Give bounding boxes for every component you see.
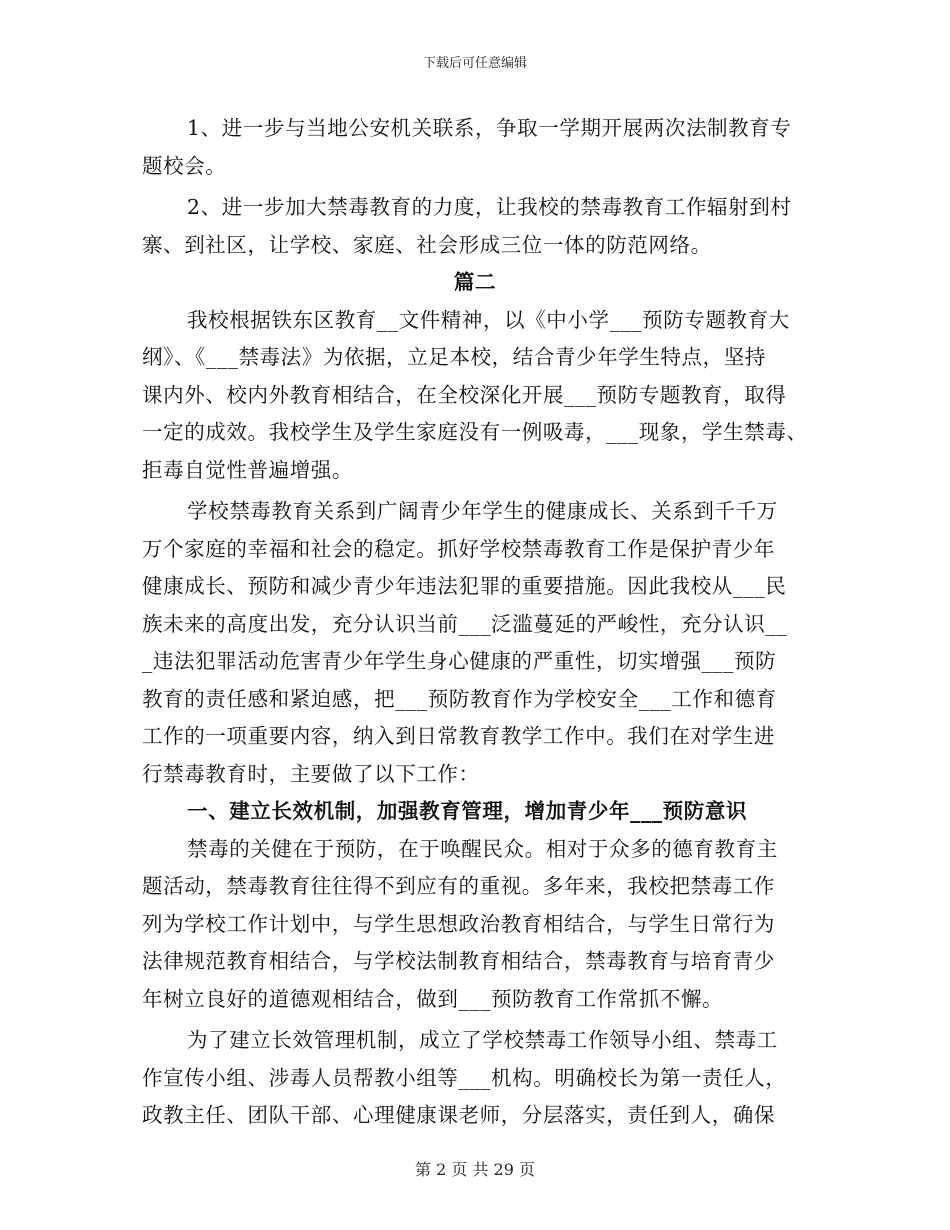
paragraph-line: 年树立良好的道德观相结合，做到___预防教育工作常抓不懈。 [142, 986, 724, 1011]
paragraph-line: 题活动，禁毒教育往往得不到应有的重视。多年来，我校把禁毒工作 [142, 874, 775, 898]
section-heading: 篇二 [453, 270, 497, 294]
paragraph-line: 纲》、《___禁毒法》为依据，立足本校，结合青少年学生特点，坚持 [142, 345, 766, 369]
paragraph-line: 工作的一项重要内容，纳入到日常教育教学工作中。我们在对学生进 [142, 724, 775, 748]
paragraph-line: 1、进一步与当地公安机关联系，争取一学期开展两次法制教育专 [187, 116, 792, 140]
paragraph-line: 为了建立长效管理机制，成立了学校禁毒工作领导小组、禁毒工 [187, 1028, 778, 1052]
paragraph-line: 一定的成效。我校学生及学生家庭没有一例吸毒，___现象，学生禁毒、 [142, 420, 808, 444]
paragraph-line: 健康成长、预防和减少青少年违法犯罪的重要措施。因此我校从___民 [142, 574, 787, 598]
paragraph-line: 拒毒自觉性普遍增强。 [142, 457, 353, 482]
document-body [0, 110, 950, 1135]
paragraph-line: 万个家庭的幸福和社会的稳定。抓好学校禁毒教育工作是保护青少年 [142, 536, 775, 561]
paragraph-line: 禁毒的关健在于预防，在于唤醒民众。相对于众多的德育教育主 [187, 836, 778, 861]
paragraph-line: 政教主任、团队干部、心理健康课老师，分层落实，责任到人，确保 [142, 1103, 775, 1127]
page-footer: 第 2 页 共 29 页 [415, 1160, 535, 1179]
paragraph-line: _违法犯罪活动危害青少年学生身心健康的严重性，切实增强___预防 [142, 649, 777, 673]
paragraph-line: 学校禁毒教育关系到广阔青少年学生的健康成长、关系到千千万 [187, 499, 778, 523]
paragraph-line: 课内外、校内外教育相结合，在全校深化开展___预防专题教育，取得 [142, 382, 787, 407]
paragraph-line: 列为学校工作计划中，与学生思想政治教育相结合，与学生日常行为 [142, 911, 775, 936]
paragraph-line: 作宣传小组、涉毒人员帮教小组等___机构。明确校长为第一责任人， [142, 1065, 787, 1090]
paragraph-line: 我校根据铁东区教育__文件精神，以《中小学___预防专题教育大 [187, 307, 790, 332]
paragraph-line: 行禁毒教育时，主要做了以下工作： [142, 761, 480, 786]
subsection-heading: 一、建立长效机制，加强教育管理，增加青少年___预防意识 [187, 799, 748, 823]
paragraph-line: 法律规范教育相结合，与学校法制教育相结合，禁毒教育与培育青少 [142, 949, 775, 973]
paragraph-line: 族未来的高度出发，充分认识当前___泛滥蔓延的严峻性，充分认识__ [142, 611, 788, 636]
paragraph-line: 寨、到社区，让学校、家庭、社会形成三位一体的防范网络。 [142, 232, 712, 257]
paragraph-line: 2、进一步加大禁毒教育的力度，让我校的禁毒教育工作辐射到村 [187, 195, 792, 219]
paragraph-line: 教育的责任感和紧迫感，把___预防教育作为学校安全___工作和德育 [142, 686, 777, 711]
paragraph-line: 题校会。 [142, 153, 227, 178]
page-header: 下载后可任意编辑 [422, 56, 527, 71]
